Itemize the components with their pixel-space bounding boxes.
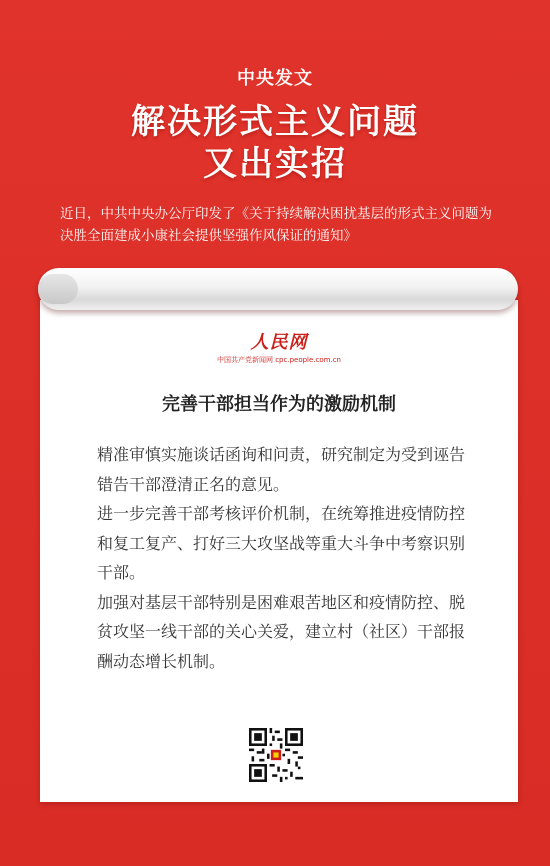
scroll-top-roll xyxy=(38,268,518,310)
headline-line-1: 解决形式主义问题 xyxy=(131,102,419,142)
people-daily-logo xyxy=(40,328,518,365)
headline-line-2: 又出实招 xyxy=(203,144,347,184)
qr-code-icon[interactable] xyxy=(249,728,303,782)
article-body xyxy=(97,440,467,676)
intro-text: 近日，中共中央办公厅印发了《关于持续解决困扰基层的形式主义问题为决胜全面建成小康社会提供坚强作风保证的通知》 xyxy=(60,206,492,244)
section-title: 完善干部担当作为的激励机制 xyxy=(162,394,396,415)
scroll-paper xyxy=(40,300,518,802)
kicker-label: 中央发文 xyxy=(237,68,313,89)
paragraph: 精准审慎实施谈话函询和问责，研究制定为受到诬告错告干部澄清正名的意见。 xyxy=(97,445,466,494)
logo-mark: 人民网 xyxy=(250,332,308,353)
logo-subtitle: 中国共产党新闻网 cpc.people.com.cn xyxy=(216,356,341,364)
paragraph: 进一步完善干部考核评价机制，在统筹推进疫情防控和复工复产、打好三大攻坚战等重大斗争中考察识别干部。 xyxy=(97,504,466,582)
paragraph: 加强对基层干部特别是困难艰苦地区和疫情防控、脱贫攻坚一线干部的关心关爱，建立村（社区）干部报酬动态增长机制。 xyxy=(97,592,466,671)
